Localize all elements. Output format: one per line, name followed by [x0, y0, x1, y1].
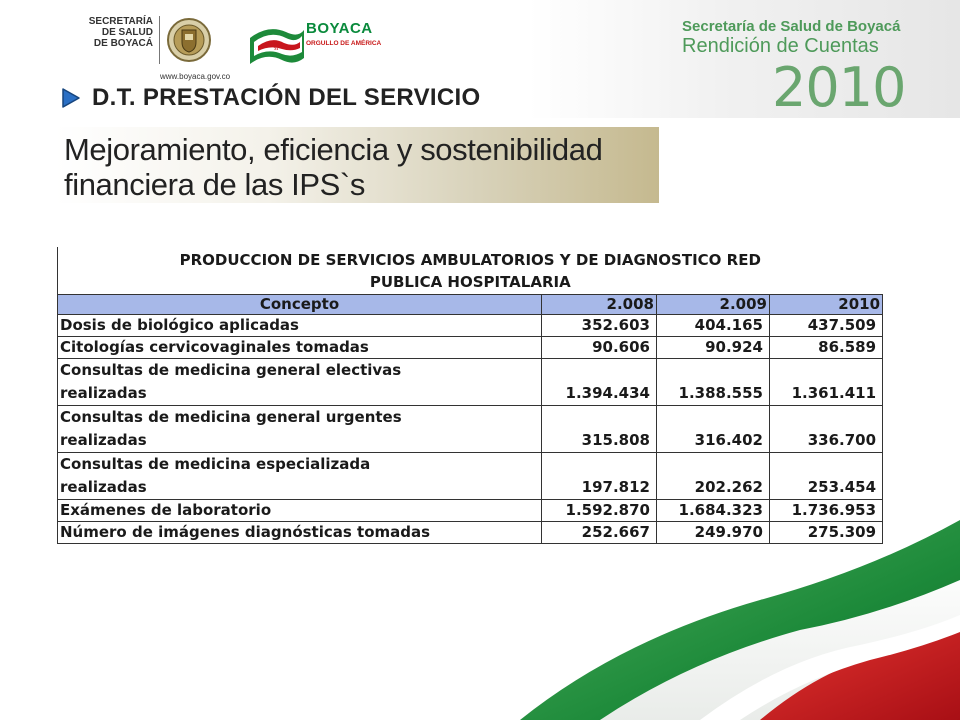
table-row: [58, 337, 883, 359]
secretaria-logo: [80, 14, 231, 81]
row-value-2010: 336.700: [770, 406, 883, 453]
table-header-row: [58, 295, 883, 315]
row-value-2008: 90.606: [542, 337, 657, 359]
row-value-2010: 275.309: [770, 522, 883, 544]
boyaca-logo-word: BOYACA: [306, 20, 373, 37]
row-concepto: Número de imágenes diagnósticas tomadas: [58, 522, 542, 544]
row-concepto: Citologías cervicovaginales tomadas: [58, 337, 542, 359]
row-value-2009: 1.684.323: [657, 500, 770, 522]
table-title: [58, 247, 883, 295]
row-value-2009: 249.970: [657, 522, 770, 544]
column-header-2010: 2010: [770, 295, 883, 315]
brand-year: 2010: [772, 56, 906, 119]
table-title-line-2: PUBLICA HOSPITALARIA: [369, 273, 571, 291]
row-value-2010: 253.454: [770, 453, 883, 500]
table-row: [58, 315, 883, 337]
table-row: [58, 406, 883, 453]
table-row: [58, 359, 883, 406]
table-title-row: [58, 247, 883, 295]
row-value-2009: 316.402: [657, 406, 770, 453]
table-row: [58, 453, 883, 500]
row-concepto-line-1: Consultas de medicina general urgentes: [60, 408, 402, 426]
row-concepto-line-2: realizadas: [60, 478, 147, 496]
row-concepto: [58, 453, 542, 500]
row-concepto: Dosis de biológico aplicadas: [58, 315, 542, 337]
row-value-2010: 86.589: [770, 337, 883, 359]
play-arrow-icon: [60, 87, 82, 109]
headline-box: [55, 127, 659, 203]
row-value-2010: 1.361.411: [770, 359, 883, 406]
row-value-2008: 315.808: [542, 406, 657, 453]
column-header-2009: 2.009: [657, 295, 770, 315]
row-value-2009: 1.388.555: [657, 359, 770, 406]
flag-ribbon-decoration: [0, 520, 960, 720]
brand-line-1: Secretaría de Salud de Boyacá: [682, 18, 901, 35]
row-concepto-line-2: realizadas: [60, 384, 147, 402]
column-header-2008: 2.008: [542, 295, 657, 315]
secretaria-logo-text: SECRETARÍA DE SALUD DE BOYACÁ: [80, 16, 160, 64]
row-concepto-line-1: Consultas de medicina general electivas: [60, 361, 402, 379]
row-value-2008: 1.394.434: [542, 359, 657, 406]
row-concepto: [58, 359, 542, 406]
row-value-2009: 202.262: [657, 453, 770, 500]
website-url: www.boyaca.gov.co: [160, 72, 231, 81]
production-table: [57, 247, 883, 544]
row-value-2008: 252.667: [542, 522, 657, 544]
boyaca-logo-slogan: ORGULLO DE AMÉRICA: [306, 40, 382, 47]
headline: Mejoramiento, eficiencia y sostenibilidad financiera de las IPS`s: [64, 132, 603, 202]
section-title: [60, 83, 480, 113]
svg-text:sí: sí: [274, 44, 279, 52]
brand-line-2: Rendición de Cuentas: [682, 35, 879, 57]
row-value-2008: 352.603: [542, 315, 657, 337]
row-value-2010: 1.736.953: [770, 500, 883, 522]
coat-of-arms-icon: [166, 16, 212, 64]
rendicion-brand: [682, 18, 912, 119]
row-value-2009: 404.165: [657, 315, 770, 337]
row-value-2008: 1.592.870: [542, 500, 657, 522]
column-header-concepto: Concepto: [58, 295, 542, 315]
row-concepto: [58, 406, 542, 453]
row-value-2010: 437.509: [770, 315, 883, 337]
table-row: [58, 500, 883, 522]
row-value-2008: 197.812: [542, 453, 657, 500]
row-concepto-line-2: realizadas: [60, 431, 147, 449]
table-title-line-1: PRODUCCION DE SERVICIOS AMBULATORIOS Y DE DIAGNOSTICO RED: [179, 251, 761, 269]
row-concepto: Exámenes de laboratorio: [58, 500, 542, 522]
row-concepto-line-1: Consultas de medicina especializada: [60, 455, 371, 473]
section-title-label: D.T. PRESTACIÓN DEL SERVICIO: [92, 84, 481, 111]
row-value-2009: 90.924: [657, 337, 770, 359]
